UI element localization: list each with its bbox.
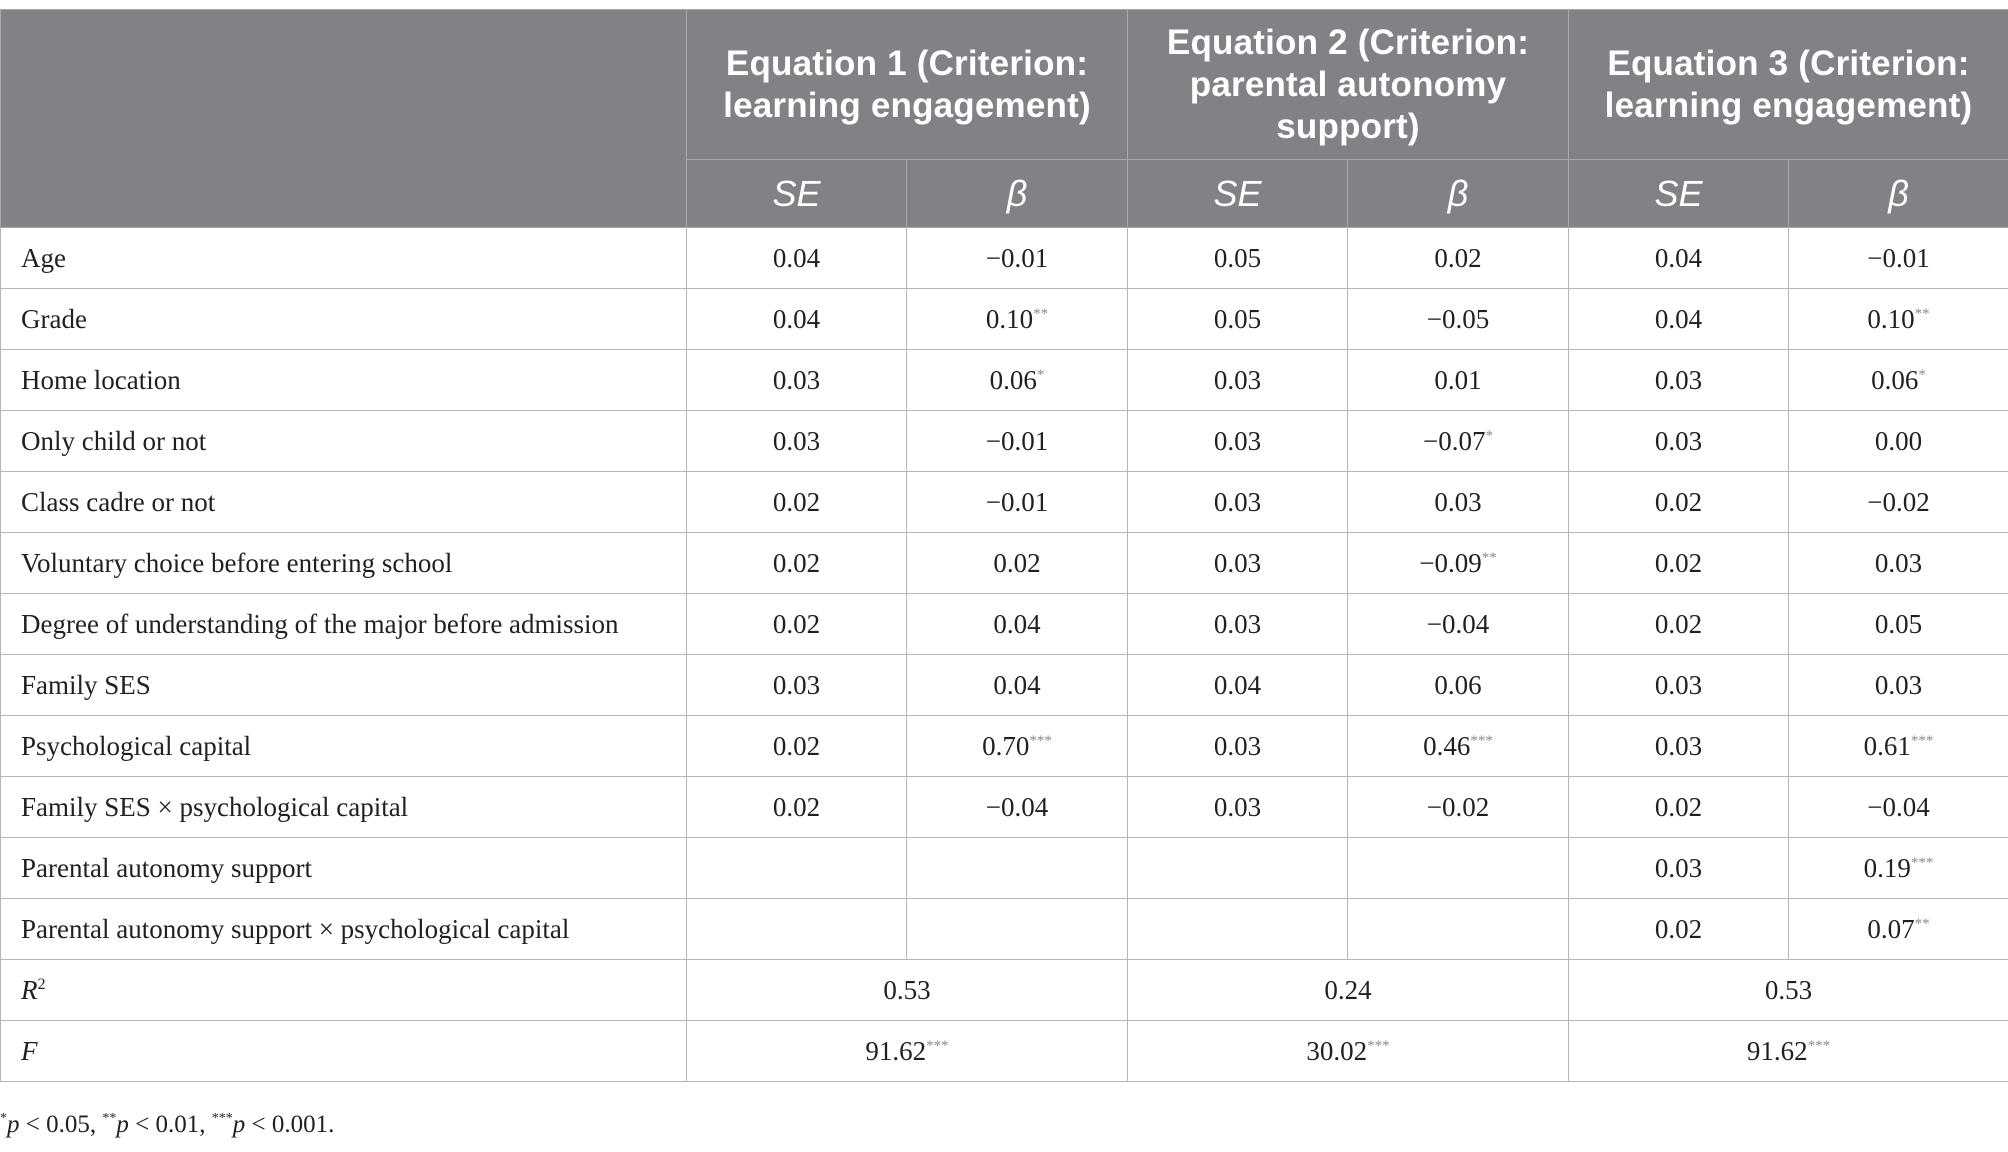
cell-value: 0.70: [982, 730, 1030, 761]
eq2-beta-cell: [1348, 228, 1569, 289]
eq3-se-cell: [1569, 838, 1789, 899]
eq2-se-header: SE: [1128, 160, 1348, 228]
eq2-se-cell: [1128, 716, 1348, 777]
r-squared-superscript: 2: [37, 975, 46, 993]
eq1-f-significance: ***: [926, 1037, 949, 1054]
cell-value: 0.02: [1654, 608, 1703, 639]
cell-value: 0.03: [1213, 791, 1262, 822]
footnote-p-1: p: [7, 1111, 20, 1138]
eq3-beta-cell: [1789, 777, 2008, 838]
table-row: [1, 411, 2008, 472]
significance-marker: ***: [1910, 732, 1934, 749]
significance-footnote: [0, 1111, 334, 1139]
footnote-text-3: < 0.001.: [245, 1111, 335, 1138]
equation-1-header: Equation 1 (Criterion: learning engagement): [687, 10, 1128, 160]
cell-value: 0.03: [1874, 669, 1923, 700]
footnote-text-2: < 0.01,: [128, 1111, 212, 1138]
cell-value: 0.02: [1654, 791, 1703, 822]
row-label: Age: [1, 228, 687, 289]
eq3-beta-cell: [1789, 899, 2008, 960]
significance-marker: ***: [1470, 732, 1493, 749]
table-row: [1, 228, 2008, 289]
eq3-beta-cell: [1789, 472, 2008, 533]
eq1-f-value: 91.62: [865, 1035, 927, 1066]
eq2-beta-cell: [1348, 411, 1569, 472]
eq3-beta-cell: [1789, 716, 2008, 777]
regression-table: [0, 9, 2008, 1082]
eq2-se-cell: [1128, 899, 1348, 960]
cell-value: 0.03: [1213, 547, 1262, 578]
cell-value: 0.02: [772, 547, 821, 578]
footnote-text-1: < 0.05,: [19, 1111, 103, 1138]
footnote-mark-3: ***: [211, 1111, 233, 1126]
cell-value: 0.06: [1434, 669, 1482, 700]
footnote-mark-1: *: [0, 1111, 7, 1126]
cell-value: 0.46: [1423, 730, 1471, 761]
eq1-se-cell: [687, 594, 907, 655]
cell-value: 0.10: [1867, 303, 1915, 334]
eq1-se-cell: [687, 899, 907, 960]
eq1-beta-cell: [907, 899, 1128, 960]
eq3-se-cell: [1569, 777, 1789, 838]
table-row: [1, 655, 2008, 716]
cell-value: 0.02: [1654, 547, 1703, 578]
equation-3-header: Equation 3 (Criterion: learning engagement): [1569, 10, 2008, 160]
eq1-beta-cell: [907, 838, 1128, 899]
equation-header-row: [1, 10, 2008, 160]
row-label: Parental autonomy support: [1, 838, 687, 899]
eq3-se-cell: [1569, 289, 1789, 350]
table-row: [1, 777, 2008, 838]
cell-value: −0.04: [1867, 791, 1930, 822]
cell-value: 0.02: [772, 608, 821, 639]
eq1-se-cell: [687, 533, 907, 594]
eq2-beta-cell: [1348, 899, 1569, 960]
eq2-beta-cell: [1348, 289, 1569, 350]
eq2-beta-cell: [1348, 655, 1569, 716]
eq3-se-cell: [1569, 899, 1789, 960]
cell-value: 0.02: [1434, 242, 1482, 273]
f-statistic-row: [1, 1021, 2008, 1082]
eq2-se-cell: [1128, 289, 1348, 350]
eq3-r-squared: 0.53: [1569, 960, 2008, 1021]
eq3-beta-cell: [1789, 350, 2008, 411]
cell-value: 0.03: [1213, 608, 1262, 639]
cell-value: 0.03: [772, 669, 821, 700]
row-label: Family SES × psychological capital: [1, 777, 687, 838]
eq2-se-cell: [1128, 350, 1348, 411]
eq3-se-cell: [1569, 350, 1789, 411]
cell-value: 0.04: [772, 303, 821, 334]
cell-value: −0.01: [985, 486, 1049, 517]
cell-value: 0.02: [1654, 486, 1703, 517]
row-label: Family SES: [1, 655, 687, 716]
eq2-beta-cell: [1348, 472, 1569, 533]
table-row: [1, 350, 2008, 411]
f-statistic-label: [1, 1021, 687, 1082]
eq2-se-cell: [1128, 777, 1348, 838]
eq1-beta-cell: [907, 411, 1128, 472]
table-row: [1, 472, 2008, 533]
eq1-beta-cell: [907, 594, 1128, 655]
eq3-f-value: 91.62: [1746, 1035, 1808, 1066]
eq3-beta-cell: [1789, 289, 2008, 350]
eq1-beta-cell: [907, 228, 1128, 289]
eq2-beta-cell: [1348, 350, 1569, 411]
eq1-beta-cell: [907, 777, 1128, 838]
eq2-beta-cell: [1348, 838, 1569, 899]
cell-value: 0.03: [1213, 425, 1262, 456]
significance-marker: *: [1485, 427, 1493, 444]
eq3-se-cell: [1569, 716, 1789, 777]
eq2-se-cell: [1128, 594, 1348, 655]
eq3-se-cell: [1569, 472, 1789, 533]
row-label: Grade: [1, 289, 687, 350]
cell-value: 0.03: [1213, 730, 1262, 761]
eq3-beta-cell: [1789, 533, 2008, 594]
cell-value: 0.19: [1863, 852, 1911, 883]
cell-value: 0.04: [993, 608, 1041, 639]
eq2-beta-cell: [1348, 716, 1569, 777]
eq3-se-cell: [1569, 533, 1789, 594]
eq3-f-significance: ***: [1807, 1037, 1831, 1054]
eq1-beta-header: β: [907, 160, 1128, 228]
r-squared-row: [1, 960, 2008, 1021]
significance-marker: **: [1914, 305, 1930, 322]
eq1-se-cell: [687, 655, 907, 716]
significance-marker: **: [1914, 915, 1930, 932]
eq3-f-statistic: [1569, 1021, 2008, 1082]
eq3-se-header: SE: [1569, 160, 1789, 228]
cell-value: 0.02: [1654, 913, 1703, 944]
cell-value: 0.03: [1434, 486, 1482, 517]
cell-value: 0.00: [1874, 425, 1923, 456]
eq3-beta-cell: [1789, 411, 2008, 472]
eq1-se-cell: [687, 838, 907, 899]
table-header: [1, 10, 2008, 228]
eq3-se-cell: [1569, 228, 1789, 289]
footnote-p-3: p: [232, 1111, 246, 1138]
eq2-r-squared: 0.24: [1128, 960, 1569, 1021]
cell-value: 0.03: [1213, 364, 1262, 395]
eq2-se-cell: [1128, 533, 1348, 594]
eq1-se-cell: [687, 228, 907, 289]
cell-value: 0.04: [772, 242, 821, 273]
cell-value: 0.04: [1213, 669, 1262, 700]
eq2-beta-cell: [1348, 777, 1569, 838]
eq3-se-cell: [1569, 411, 1789, 472]
cell-value: 0.02: [993, 547, 1041, 578]
cell-value: 0.05: [1213, 303, 1262, 334]
cell-value: 0.03: [1654, 364, 1703, 395]
eq1-se-cell: [687, 350, 907, 411]
cell-value: −0.07: [1423, 425, 1486, 456]
cell-value: 0.10: [985, 303, 1034, 334]
cell-value: 0.01: [1434, 364, 1482, 395]
footnote-p-2: p: [116, 1111, 129, 1138]
eq1-f-statistic: [687, 1021, 1128, 1082]
cell-value: 0.02: [772, 486, 821, 517]
eq2-beta-cell: [1348, 533, 1569, 594]
eq3-beta-cell: [1789, 655, 2008, 716]
significance-marker: **: [1481, 549, 1497, 566]
cell-value: 0.61: [1863, 730, 1911, 761]
cell-value: −0.01: [1867, 242, 1930, 273]
eq2-f-significance: ***: [1367, 1037, 1390, 1054]
footnote-mark-2: **: [102, 1111, 117, 1126]
eq2-se-cell: [1128, 228, 1348, 289]
cell-value: 0.03: [1213, 486, 1262, 517]
eq1-r-squared: 0.53: [687, 960, 1128, 1021]
cell-value: −0.04: [1426, 608, 1490, 639]
cell-value: −0.01: [985, 425, 1049, 456]
cell-value: 0.05: [1874, 608, 1923, 639]
eq2-beta-header: β: [1348, 160, 1569, 228]
eq1-se-cell: [687, 716, 907, 777]
table-row: [1, 716, 2008, 777]
eq3-beta-header: β: [1789, 160, 2008, 228]
row-label: Parental autonomy support × psychological capital: [1, 899, 687, 960]
cell-value: 0.02: [772, 791, 821, 822]
cell-value: 0.06: [989, 364, 1037, 395]
cell-value: −0.09: [1419, 547, 1482, 578]
significance-marker: ***: [1910, 854, 1934, 871]
eq1-beta-cell: [907, 472, 1128, 533]
row-label: Voluntary choice before entering school: [1, 533, 687, 594]
equation-2-header: Equation 2 (Criterion: parental autonomy support): [1128, 10, 1569, 160]
cell-value: 0.03: [772, 425, 821, 456]
cell-value: 0.04: [1654, 242, 1703, 273]
significance-marker: **: [1033, 305, 1049, 322]
eq1-se-cell: [687, 289, 907, 350]
table-row: [1, 533, 2008, 594]
eq2-beta-cell: [1348, 594, 1569, 655]
cell-value: 0.06: [1871, 364, 1919, 395]
cell-value: −0.02: [1426, 791, 1490, 822]
cell-value: 0.04: [1654, 303, 1703, 334]
cell-value: −0.04: [985, 791, 1049, 822]
eq1-se-cell: [687, 411, 907, 472]
cell-value: 0.03: [772, 364, 821, 395]
significance-marker: ***: [1029, 732, 1052, 749]
r-squared-label: [1, 960, 687, 1021]
r-squared-symbol: R: [21, 974, 38, 1005]
eq1-se-cell: [687, 777, 907, 838]
f-statistic-symbol: F: [21, 1035, 38, 1066]
cell-value: 0.05: [1213, 242, 1262, 273]
row-label: Degree of understanding of the major before admission: [1, 594, 687, 655]
eq2-f-value: 30.02: [1306, 1035, 1368, 1066]
cell-value: 0.03: [1874, 547, 1923, 578]
table-row: [1, 289, 2008, 350]
cell-value: −0.02: [1867, 486, 1930, 517]
eq2-se-cell: [1128, 472, 1348, 533]
eq3-beta-cell: [1789, 228, 2008, 289]
eq2-se-cell: [1128, 655, 1348, 716]
row-label: Only child or not: [1, 411, 687, 472]
cell-value: 0.04: [993, 669, 1041, 700]
eq2-f-statistic: [1128, 1021, 1569, 1082]
table-row: [1, 899, 2008, 960]
header-corner-cell: [1, 10, 687, 228]
table-row: [1, 838, 2008, 899]
row-label: Psychological capital: [1, 716, 687, 777]
table-row: [1, 594, 2008, 655]
row-label: Home location: [1, 350, 687, 411]
eq1-beta-cell: [907, 533, 1128, 594]
eq1-se-header: SE: [687, 160, 907, 228]
cell-value: 0.03: [1654, 425, 1703, 456]
cell-value: 0.03: [1654, 852, 1703, 883]
eq1-beta-cell: [907, 716, 1128, 777]
significance-marker: *: [1036, 366, 1045, 383]
eq2-se-cell: [1128, 411, 1348, 472]
cell-value: −0.01: [985, 242, 1049, 273]
eq3-beta-cell: [1789, 838, 2008, 899]
eq1-beta-cell: [907, 289, 1128, 350]
cell-value: 0.07: [1867, 913, 1915, 944]
eq3-se-cell: [1569, 594, 1789, 655]
eq3-beta-cell: [1789, 594, 2008, 655]
eq1-beta-cell: [907, 655, 1128, 716]
cell-value: 0.03: [1654, 669, 1703, 700]
eq2-se-cell: [1128, 838, 1348, 899]
eq3-se-cell: [1569, 655, 1789, 716]
regression-table-container: [0, 9, 2008, 1082]
significance-marker: *: [1918, 366, 1926, 383]
row-label: Class cadre or not: [1, 472, 687, 533]
cell-value: 0.03: [1654, 730, 1703, 761]
eq1-beta-cell: [907, 350, 1128, 411]
eq1-se-cell: [687, 472, 907, 533]
cell-value: 0.02: [772, 730, 821, 761]
cell-value: −0.05: [1426, 303, 1490, 334]
table-body: [1, 228, 2008, 1082]
